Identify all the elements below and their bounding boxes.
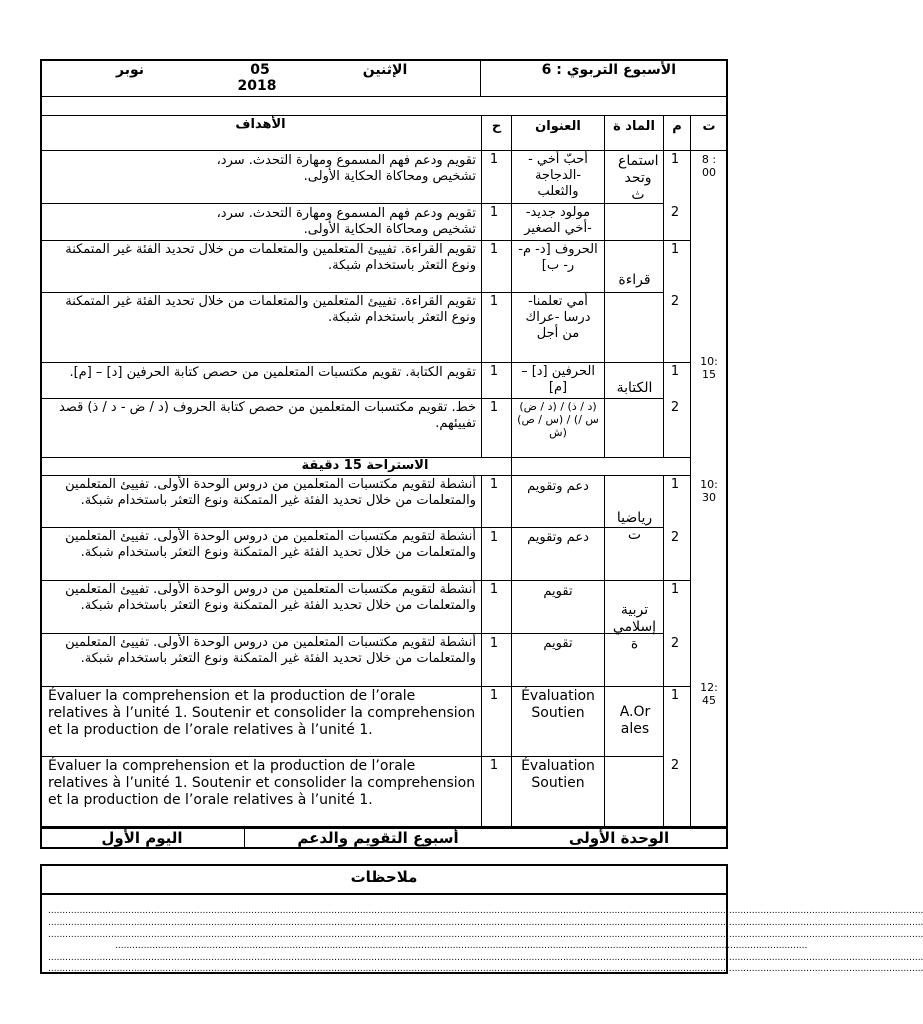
row-objective: تقويم القراءة. تفييئ المتعلمين والمتعلمات من خلال تحديد الفئة غير المتمكنة ونوع التعثر باستخدام شبكة.	[65, 242, 476, 273]
row-m: 1	[670, 152, 680, 167]
row-title: -أمي تعلمنا درسا -عراك من أجل	[525, 294, 591, 341]
row-title: (د / ض) / (د / ذ) (س / ص) / (س / ش)	[517, 400, 599, 439]
row-objective: أنشطة لتقويم مكتسبات المتعلمين من دروس الوحدة الأولى. تفييئ المتعلمين والمتعلمات من خلال تحديد الفئة غير المتمكنة ونوع التعثر باستخدام شبكة.	[65, 582, 476, 613]
date-year: 2018	[237, 78, 277, 94]
row-h: 1	[489, 477, 499, 492]
row-objective: أنشطة لتقويم مكتسبات المتعلمين من دروس الوحدة الأولى. تفييئ المتعلمين والمتعلمات من خلال تحديد الفئة غير المتمكنة ونوع التعثر باستخدام شبكة.	[65, 529, 476, 560]
col-subject: الماد ة	[613, 119, 655, 134]
subject-math: رياضيا ت	[616, 510, 653, 543]
date-day: 05	[250, 62, 270, 78]
footer-unit: الوحدة الأولى	[568, 829, 670, 847]
row-title: الحرفين [د] – [م]	[521, 364, 595, 395]
row-title: الحروف [د- م- ر- ب]	[518, 242, 598, 273]
time-slot: 10: 30	[700, 478, 718, 504]
time-slot: 8 : 00	[701, 153, 717, 179]
row-m: 2	[670, 400, 680, 415]
row-h: 1	[489, 636, 499, 651]
row-objective: تقويم الكتابة. تقويم مكتسبات المتعلمين من حصص كتابة الحرفين [د] – [م].	[69, 365, 476, 380]
subject-french: A.Or ales	[619, 704, 651, 737]
row-title: دعم وتقويم	[527, 479, 589, 494]
row-title: Évaluation Soutien	[521, 688, 595, 721]
row-m: 2	[670, 758, 680, 773]
subject-writing: الكتابة	[616, 380, 653, 396]
subject-reading: قراءة	[618, 272, 651, 288]
col-h: ح	[491, 119, 502, 134]
row-m: 1	[670, 242, 680, 257]
row-h: 1	[489, 364, 499, 379]
notes-line: ..................................................................................................................................................................................................................................................................................................................	[48, 906, 923, 916]
row-h: 1	[489, 688, 499, 703]
notes-line: ..................................................................................................................................................................................................................................................................................................................	[48, 953, 923, 963]
row-h: 1	[489, 582, 499, 597]
col-objectives: الأهداف	[235, 117, 286, 132]
notes-line: ..................................................................................................................................................................................................................................................................................................................	[48, 918, 923, 928]
row-title: - أحبّ أخي -الدجاجة والثعلب	[528, 152, 588, 199]
subject-islamic: تربية إسلامي ة	[612, 602, 657, 652]
row-m: 1	[670, 582, 680, 597]
row-m: 1	[670, 688, 680, 703]
row-objective: خط. تقويم مكتسبات المتعلمين من حصص كتابة الحروف (د / ض - د / ذ) قصد تفييئهم.	[58, 400, 476, 431]
row-objective: تقويم القراءة. تفييئ المتعلمين والمتعلمات من خلال تحديد الفئة غير المتمكنة ونوع التعثر باستخدام شبكة.	[65, 294, 476, 325]
row-title: تقويم	[543, 636, 573, 651]
time-slot: 10: 15	[700, 355, 718, 381]
row-m: 1	[670, 477, 680, 492]
row-objective: تقويم ودعم فهم المسموع ومهارة التحدث. سرد، تشخيص ومحاكاة الحكاية الأولى.	[216, 153, 476, 184]
notes-title: ملاحظات	[350, 868, 418, 886]
footer-day: اليوم الأول	[101, 829, 183, 847]
row-m: 1	[670, 364, 680, 379]
row-h: 1	[489, 205, 499, 220]
row-title: -مولود جديد -أخي الصغير	[524, 205, 592, 236]
row-h: 1	[489, 242, 499, 257]
week-label: الأسبوع التربوي : 6	[541, 62, 676, 78]
row-title: تقويم	[543, 584, 573, 599]
row-m: 2	[670, 636, 680, 651]
row-m: 2	[670, 205, 680, 220]
row-title: دعم وتقويم	[527, 530, 589, 545]
row-objective: Évaluer la comprehension et la production de l’orale relatives à l’unité 1. Soutenir et consolider la comprehension et la production de l’orale relatives à l’unité 1.	[48, 758, 476, 808]
notes-line: ..................................................................................................................................................................................................................................................................................................................	[48, 930, 923, 940]
row-m: 2	[670, 294, 680, 309]
col-title: العنوان	[535, 119, 581, 134]
break-label: الاستراحة 15 دقيقة	[301, 458, 429, 473]
day-label: الإثنين	[362, 62, 408, 78]
notes-line: ..................................................................................................................................................................................................................................................	[115, 941, 808, 951]
subject-listening: استماع وتحد ث	[618, 153, 659, 203]
row-objective: Évaluer la comprehension et la production de l’orale relatives à l’unité 1. Soutenir et consolider la comprehension et la production de l’orale relatives à l’unité 1.	[48, 688, 476, 738]
row-objective: أنشطة لتقويم مكتسبات المتعلمين من دروس الوحدة الأولى. تفييئ المتعلمين والمتعلمات من خلال تحديد الفئة غير المتمكنة ونوع التعثر باستخدام شبكة.	[65, 477, 476, 508]
row-title: Évaluation Soutien	[521, 758, 595, 791]
row-h: 1	[489, 152, 499, 167]
row-h: 1	[489, 400, 499, 415]
date-month: نوبر	[116, 62, 144, 78]
row-objective: تقويم ودعم فهم المسموع ومهارة التحدث. سرد، تشخيص ومحاكاة الحكاية الأولى.	[216, 206, 476, 237]
row-h: 1	[489, 758, 499, 773]
time-slot: 12: 45	[700, 681, 718, 707]
footer-week: أسبوع التقويم والدعم	[297, 829, 459, 847]
notes-line: ..................................................................................................................................................................................................................................................................................................................	[48, 964, 923, 974]
col-t: ت	[702, 119, 716, 134]
row-m: 2	[670, 530, 680, 545]
row-h: 1	[489, 294, 499, 309]
col-m: م	[672, 119, 682, 134]
row-objective: أنشطة لتقويم مكتسبات المتعلمين من دروس الوحدة الأولى. تفييئ المتعلمين والمتعلمات من خلال تحديد الفئة غير المتمكنة ونوع التعثر باستخدام شبكة.	[65, 635, 476, 666]
row-h: 1	[489, 530, 499, 545]
